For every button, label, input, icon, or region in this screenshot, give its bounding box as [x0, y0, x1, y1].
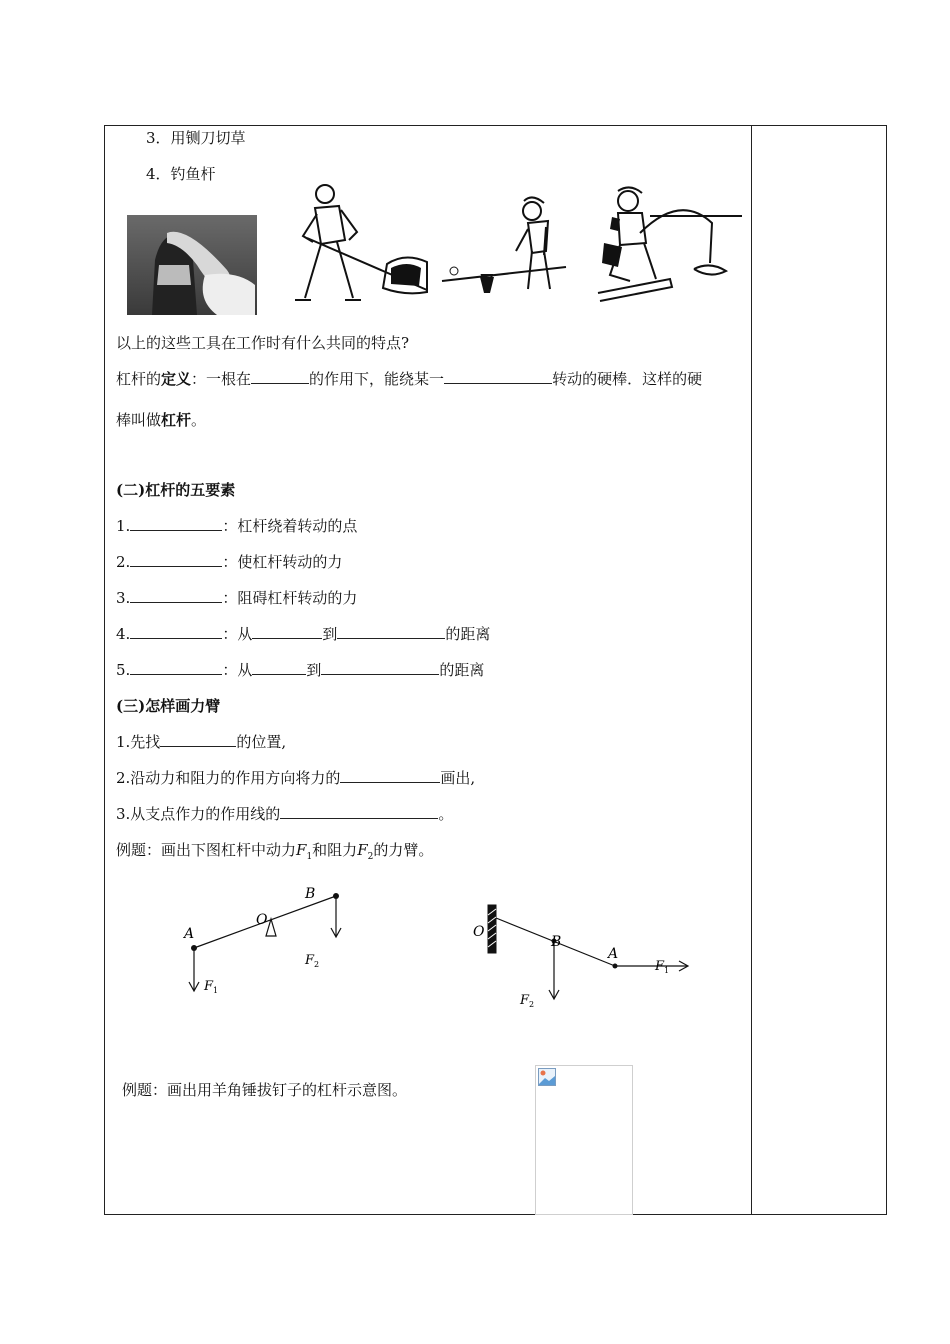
point-a-label: A [608, 946, 619, 962]
element-item-2: 2. ：使杠杆转动的力 [116, 553, 343, 571]
section3-title: (三)怎样画力臂 [116, 697, 221, 715]
tool-item-3: 3．用铡刀切草 [146, 129, 246, 147]
column-divider [751, 125, 752, 1215]
point-b-label: B [305, 886, 316, 902]
force-f2-label: F [305, 953, 315, 968]
fishing-rod-drawing [590, 183, 745, 303]
common-feature-question: 以上的这些工具在工作时有什么共同的特点? [116, 334, 410, 352]
broken-image-icon [538, 1068, 556, 1086]
lever-diagram-left [170, 880, 370, 1000]
tool-item-4: 4．钓鱼杆 [146, 165, 216, 183]
element-item-4: 4. ：从 到 的距离 [116, 625, 491, 643]
straw-cutter-drawing [287, 180, 432, 305]
missing-image-placeholder [535, 1065, 633, 1215]
force-f1-sub: 1 [664, 966, 670, 975]
force-f2-sub: 2 [314, 960, 320, 969]
point-a-label: A [184, 926, 195, 942]
step-3: 3.从支点作力的作用线的 。 [116, 805, 454, 823]
force-f2-label: F [520, 993, 530, 1008]
step-2: 2.沿动力和阻力的作用方向将力的 画出, [116, 769, 476, 787]
force-f1-label: F [655, 959, 665, 974]
force-f1-sub: 1 [213, 986, 219, 995]
section2-title: (二)杠杆的五要素 [116, 481, 236, 499]
example2-text: 例题：画出用羊角锤拔钉子的杠杆示意图。 [122, 1081, 408, 1099]
element-item-3: 3. ：阻碍杠杆转动的力 [116, 589, 358, 607]
lever-definition: 杠杆的定义：一根在 的作用下，能绕某一 转动的硬棒．这样的硬 [116, 370, 703, 388]
point-o-label: O [256, 912, 268, 928]
point-o-label: O [473, 924, 485, 940]
lever-diagram-right [465, 900, 695, 1015]
element-item-1: 1. ：杠杆绕着转动的点 [116, 517, 358, 535]
example1-text: 例题：画出下图杠杆中动力$F_1$和阻力$F_2$的力臂。 [116, 841, 434, 862]
step-1: 1.先找 的位置, [116, 733, 287, 751]
lever-definition-line2: 棒叫做杠杆。 [116, 411, 207, 429]
point-b-label: B [551, 934, 562, 950]
force-f2-sub: 2 [529, 1000, 535, 1009]
seesaw-drawing [432, 185, 577, 300]
bottle-opener-photo [127, 215, 257, 315]
force-f1-label: F [204, 979, 214, 994]
element-item-5: 5. ：从 到 的距离 [116, 661, 485, 679]
